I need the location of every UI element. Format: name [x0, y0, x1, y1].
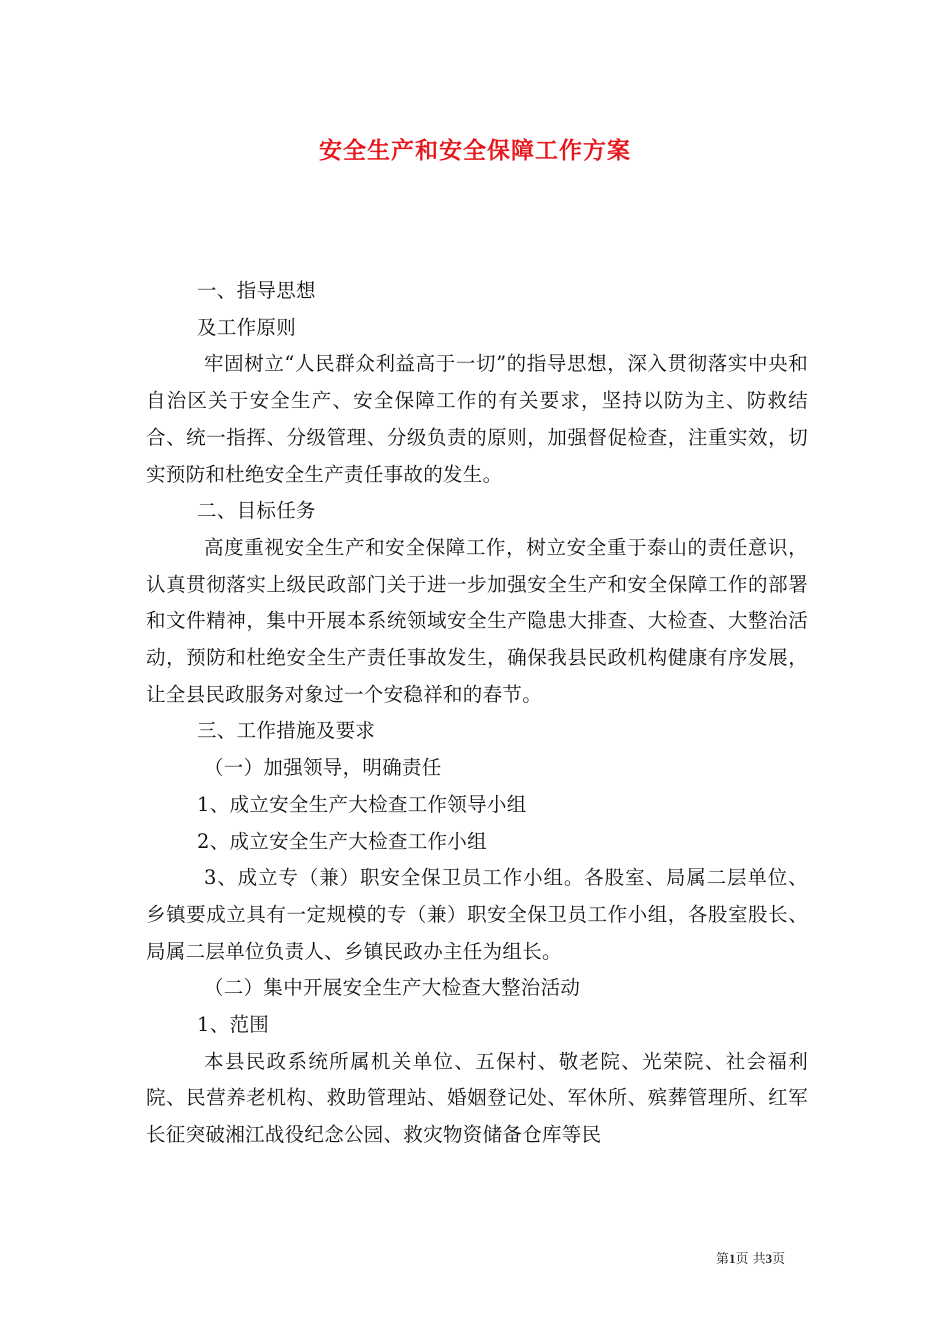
heading-goals: 二、目标任务	[197, 499, 316, 523]
list-item-working-group: 2、成立安全生产大检查工作小组	[197, 829, 487, 853]
footer-prefix: 第	[716, 1252, 730, 1267]
list-item-security-group: 3、成立专（兼）职安全保卫员工作小组。各股室、局属二层单位、乡镇要成立具有一定规模的专（兼）职安全保卫员工作小组，各股室股长、局属二层单位负责人、乡镇民政办主任为组长。	[146, 866, 808, 963]
paragraph-guiding-thought: 牢固树立“人民群众利益高于一切”的指导思想，深入贯彻落实中央和自治区关于安全生产、安全保障工作的有关要求，坚持以防为主、防救结合、统一指挥、分级管理、分级负责的原则，加强督促检查，注重实效，切实预防和杜绝安全生产责任事故的发生。	[146, 352, 808, 486]
footer-suffix: 页	[772, 1252, 786, 1267]
document-body	[146, 273, 808, 1154]
heading-work-principles: 及工作原则	[197, 315, 297, 339]
footer-total-pages: 3	[765, 1251, 773, 1266]
subheading-leadership: （一）加强领导，明确责任	[204, 756, 442, 780]
footer-current-page: 1	[729, 1251, 736, 1266]
subheading-inspection: （二）集中开展安全生产大检查大整治活动	[204, 976, 581, 1000]
document-title: 安全生产和安全保障工作方案	[319, 137, 631, 164]
heading-measures: 三、工作措施及要求	[197, 719, 376, 743]
list-item-scope: 1、范围	[197, 1013, 270, 1037]
heading-guiding-thought: 一、指导思想	[197, 279, 316, 302]
list-item-leading-group: 1、成立安全生产大检查工作领导小组	[197, 792, 527, 816]
paragraph-goals: 高度重视安全生产和安全保障工作，树立安全重于泰山的责任意识，认真贯彻落实上级民政部门关于进一步加强安全生产和安全保障工作的部署和文件精神，集中开展本系统领域安全生产隐患大排查、大检查、大整治活动，预防和杜绝安全生产责任事故发生，确保我县民政机构健康有序发展，让全县民政服务对象过一个安稳祥和的春节。	[146, 535, 808, 706]
footer-middle: 页 共	[735, 1252, 766, 1267]
paragraph-scope: 本县民政系统所属机关单位、五保村、敬老院、光荣院、社会福利院、民营养老机构、救助管理站、婚姻登记处、军休所、殡葬管理所、红军长征突破湘江战役纪念公园、救灾物资储备仓库等民	[146, 1049, 808, 1147]
page-footer	[716, 1248, 785, 1267]
